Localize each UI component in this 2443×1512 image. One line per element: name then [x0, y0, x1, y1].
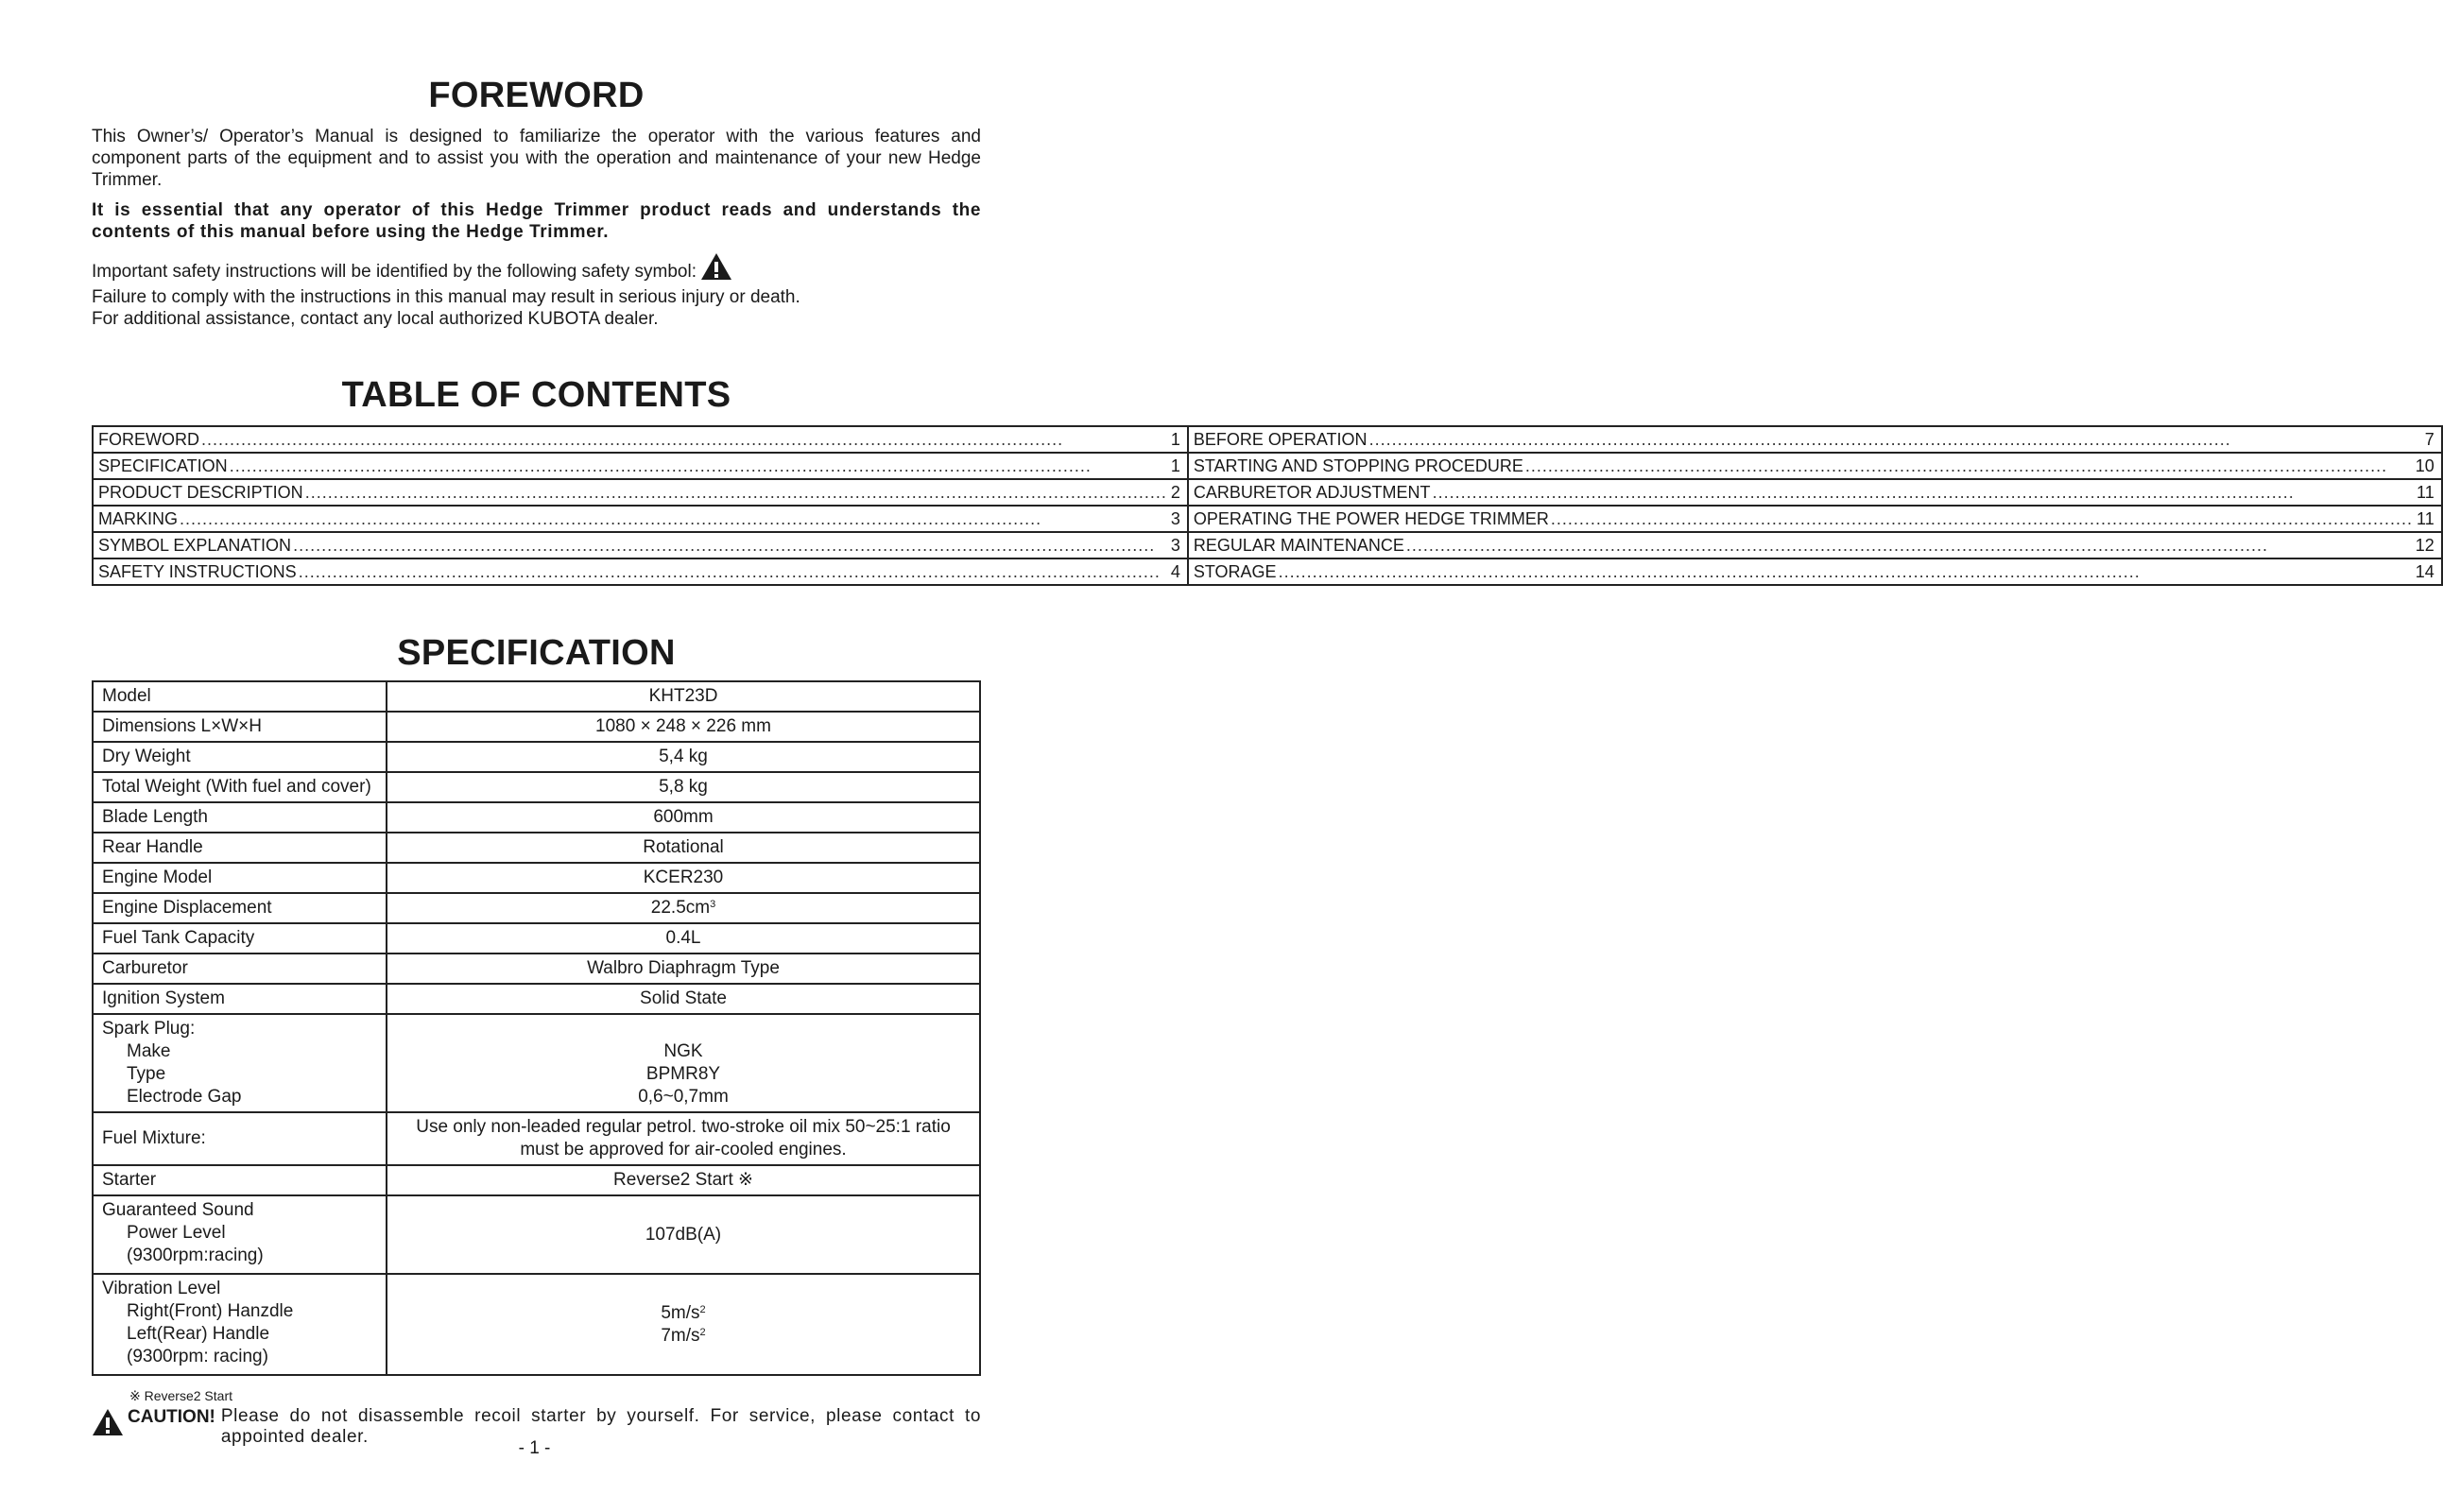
spec-row-carburetor [93, 954, 980, 984]
toc-dot-leader [1551, 507, 2413, 531]
spec-row-sound [93, 1195, 980, 1274]
foreword-essential-notice: It is essential that any operator of this Hedge Trimmer product reads and understands the contents of this manual before using the Hedge Trimmer. [92, 199, 981, 242]
toc-entry-content [1194, 507, 2434, 531]
toc-row [93, 479, 2442, 506]
toc-row [93, 506, 2442, 532]
safety-symbol-line [92, 252, 981, 286]
toc-dot-leader [201, 427, 1167, 452]
spec-label: Starter [93, 1165, 387, 1195]
toc-entry-page: 4 [1170, 562, 1180, 582]
toc-entry-page: 7 [2424, 430, 2434, 450]
manual-page [92, 66, 2434, 1448]
toc-entry-page: 14 [2415, 562, 2434, 582]
spec-value: Rotational [387, 833, 980, 863]
caution-text: Please do not disassemble recoil starter by yourself. For service, please contact to appointed dealer. [220, 1406, 981, 1448]
fuel-mixture-line2: must be approved for air-cooled engines. [520, 1140, 847, 1160]
displacement-value: 22.5cm [650, 898, 711, 919]
vibration-left-value [395, 1325, 972, 1348]
spec-label: Carburetor [93, 954, 387, 984]
toc-entry-label: BEFORE OPERATION [1193, 430, 1368, 450]
toc-entry [93, 532, 1188, 558]
warning-triangle-icon [92, 1408, 128, 1441]
spec-row-engine-displacement [93, 893, 980, 923]
caution-label: CAUTION! [128, 1407, 215, 1428]
sound-label-line2: Power Level [127, 1223, 226, 1244]
warning-triangle-icon [700, 252, 732, 286]
vibration-right-value [395, 1302, 972, 1325]
spec-label [93, 1195, 387, 1274]
spec-label: Ignition System [93, 984, 387, 1014]
spec-row-dimensions [93, 712, 980, 742]
spec-label: Blade Length [93, 802, 387, 833]
spec-value: 0.4L [387, 923, 980, 954]
toc-entry [1188, 506, 2442, 532]
superscript: 2 [699, 1303, 706, 1315]
toc-entry-label: REGULAR MAINTENANCE [1193, 536, 1404, 556]
toc-entry-label: FOREWORD [98, 430, 199, 450]
fuel-mixture-line1: Use only non-leaded regular petrol. two-stroke oil mix 50~25:1 ratio [416, 1117, 951, 1138]
toc-row [93, 453, 2442, 479]
spec-label [93, 1014, 387, 1112]
starter-footnote: ※ Reverse2 Start [129, 1388, 232, 1404]
toc-entry-page: 10 [2415, 456, 2434, 476]
vibration-right-number: 5m/s [661, 1302, 700, 1323]
toc-entry [1188, 479, 2442, 506]
toc-entry [93, 506, 1188, 532]
vibration-label-line4: (9300rpm: racing) [127, 1347, 268, 1367]
spec-value [387, 1014, 980, 1112]
toc-entry-page: 1 [1170, 430, 1180, 450]
toc-dot-leader [1525, 454, 2412, 478]
spark-plug-gap-label: Electrode Gap [127, 1087, 242, 1108]
safety-symbol-text: Important safety instructions will be identified by the following safety symbol: [92, 261, 697, 282]
spec-row-ignition [93, 984, 980, 1014]
toc-entry [1188, 558, 2442, 585]
toc-entry-label: SPECIFICATION [98, 456, 228, 476]
toc-entry [1188, 426, 2442, 453]
toc-entry-label: STORAGE [1193, 562, 1277, 582]
toc-entry-label: STARTING AND STOPPING PROCEDURE [1193, 456, 1523, 476]
spec-row-fuel-mixture [93, 1112, 980, 1165]
toc-dot-leader [1279, 559, 2412, 584]
spec-label: Total Weight (With fuel and cover) [93, 772, 387, 802]
toc-entry-content [98, 427, 1180, 452]
superscript: 3 [710, 899, 716, 911]
spec-value [387, 1112, 980, 1165]
spec-value: Solid State [387, 984, 980, 1014]
spark-plug-gap-value: 0,6~0,7mm [638, 1087, 729, 1108]
spec-row-dry-weight [93, 742, 980, 772]
sound-label-line3: (9300rpm:racing) [127, 1246, 264, 1266]
page-number: - 1 - [518, 1438, 551, 1458]
sound-label-line1: Guaranteed Sound [102, 1200, 254, 1221]
safety-failure-line: Failure to comply with the instructions in this manual may result in serious injury or death. [92, 286, 800, 307]
spec-row-blade-length [93, 802, 980, 833]
toc-entry-page: 11 [2417, 509, 2434, 529]
spec-label: Dry Weight [93, 742, 387, 772]
toc-entry-page: 3 [1170, 536, 1180, 556]
toc-entry [93, 453, 1188, 479]
toc-entry-page: 11 [2417, 483, 2434, 503]
spark-plug-make-value: NGK [663, 1041, 703, 1062]
toc-dot-leader [293, 533, 1167, 558]
toc-entry-content [98, 507, 1180, 531]
toc-dot-leader [180, 507, 1167, 531]
toc-entry-page: 12 [2415, 536, 2434, 556]
vibration-left-label: Left(Rear) Handle [127, 1324, 270, 1345]
foreword-title: FOREWORD [428, 76, 645, 115]
spark-plug-label: Spark Plug: [102, 1019, 196, 1040]
toc-entry-label: SAFETY INSTRUCTIONS [98, 562, 297, 582]
spec-label: Rear Handle [93, 833, 387, 863]
spec-title: SPECIFICATION [397, 633, 676, 674]
spec-table [92, 680, 981, 1376]
toc-entry-content [98, 454, 1180, 478]
vibration-label-line1: Vibration Level [102, 1279, 221, 1299]
spec-label [93, 1274, 387, 1375]
spec-label: Model [93, 681, 387, 712]
toc-dot-leader [305, 480, 1167, 505]
toc-entry [1188, 453, 2442, 479]
spec-value: 5,8 kg [387, 772, 980, 802]
spec-value: KCER230 [387, 863, 980, 893]
toc-entry [93, 426, 1188, 453]
toc-entry [93, 479, 1188, 506]
toc-entry-page: 3 [1170, 509, 1180, 529]
toc-entry [1188, 532, 2442, 558]
toc-entry-label: PRODUCT DESCRIPTION [98, 483, 303, 503]
spec-value: 1080 × 248 × 226 mm [387, 712, 980, 742]
toc-entry-label: MARKING [98, 509, 179, 529]
toc-dot-leader [1406, 533, 2412, 558]
toc-table [92, 425, 2443, 586]
spec-row-vibration [93, 1274, 980, 1375]
vibration-right-label: Right(Front) Hanzdle [127, 1301, 294, 1322]
toc-dot-leader [1369, 427, 2421, 452]
spec-value: 600mm [387, 802, 980, 833]
toc-entry-content [98, 559, 1180, 584]
spec-row-engine-model [93, 863, 980, 893]
toc-title: TABLE OF CONTENTS [341, 374, 731, 415]
toc-entry-content [1194, 427, 2434, 452]
spec-label: Fuel Tank Capacity [93, 923, 387, 954]
spec-row-total-weight [93, 772, 980, 802]
toc-entry-label: CARBURETOR ADJUSTMENT [1193, 483, 1431, 503]
toc-entry-page: 1 [1170, 456, 1180, 476]
foreword-intro: This Owner’s/ Operator’s Manual is designed to familiarize the operator with the various features and component parts of the equipment and to assist you with the operation and maintenance of your new Hedge Trimmer. [92, 126, 981, 190]
toc-entry-content [1194, 533, 2434, 558]
superscript: 2 [699, 1326, 706, 1338]
spark-plug-make-label: Make [127, 1041, 171, 1062]
toc-entry-content [98, 480, 1180, 505]
spec-label: Engine Model [93, 863, 387, 893]
spacer [395, 1018, 972, 1040]
spec-value [387, 893, 980, 923]
toc-row [93, 532, 2442, 558]
toc-entry-content [98, 533, 1180, 558]
toc-dot-leader [230, 454, 1167, 478]
spark-plug-type-value: BPMR8Y [645, 1064, 721, 1085]
spec-value: KHT23D [387, 681, 980, 712]
toc-entry-content [1194, 454, 2434, 478]
spec-value: 5,4 kg [387, 742, 980, 772]
spec-label: Dimensions L×W×H [93, 712, 387, 742]
toc-dot-leader [299, 559, 1167, 584]
dealer-assistance-line: For additional assistance, contact any local authorized KUBOTA dealer. [92, 308, 659, 329]
spec-value: Reverse2 Start ※ [387, 1165, 980, 1195]
spec-value: 107dB(A) [387, 1195, 980, 1274]
spec-row-model [93, 681, 980, 712]
spec-value: Walbro Diaphragm Type [387, 954, 980, 984]
toc-entry-content [1194, 480, 2434, 505]
vibration-left-number: 7m/s [661, 1325, 700, 1346]
toc-row [93, 558, 2442, 585]
toc-entry-content [1194, 559, 2434, 584]
spec-row-fuel-tank [93, 923, 980, 954]
spec-label: Fuel Mixture: [93, 1112, 387, 1165]
spark-plug-type-label: Type [127, 1064, 166, 1085]
spec-value [387, 1274, 980, 1375]
spec-label: Engine Displacement [93, 893, 387, 923]
spec-row-spark-plug [93, 1014, 980, 1112]
toc-row [93, 426, 2442, 453]
toc-entry-label: SYMBOL EXPLANATION [98, 536, 292, 556]
toc-entry [93, 558, 1188, 585]
toc-entry-label: OPERATING THE POWER HEDGE TRIMMER [1193, 509, 1549, 529]
toc-dot-leader [1433, 480, 2413, 505]
spec-row-rear-handle [93, 833, 980, 863]
toc-entry-page: 2 [1170, 483, 1180, 503]
spec-row-starter [93, 1165, 980, 1195]
